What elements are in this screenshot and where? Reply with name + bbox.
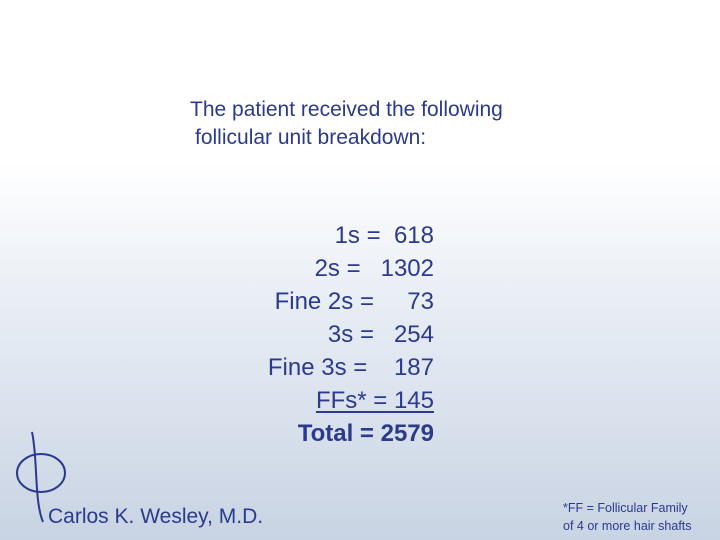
intro-text bbox=[190, 96, 503, 152]
footnote-line-1: *FF = Follicular Family bbox=[563, 501, 688, 515]
doctor-name: Carlos K. Wesley, M.D. bbox=[48, 505, 264, 528]
follicular-unit-breakdown bbox=[268, 219, 434, 450]
intro-line-1: The patient received the following bbox=[190, 98, 503, 121]
breakdown-row-fine-3s: Fine 3s = 187 bbox=[267, 354, 434, 381]
breakdown-row-total: Total = 2579 bbox=[297, 420, 434, 447]
footnote-line-2: of 4 or more hair shafts bbox=[563, 519, 692, 533]
intro-line-2: follicular unit breakdown: bbox=[195, 126, 427, 149]
breakdown-row-2s: 2s = 1302 bbox=[314, 255, 434, 282]
breakdown-row-ffs: FFs* = 145 bbox=[315, 387, 434, 414]
breakdown-row-3s: 3s = 254 bbox=[327, 321, 434, 348]
breakdown-row-fine-2s: Fine 2s = 73 bbox=[274, 288, 434, 315]
footnote bbox=[563, 499, 692, 535]
breakdown-row-1s: 1s = 618 bbox=[334, 222, 434, 249]
